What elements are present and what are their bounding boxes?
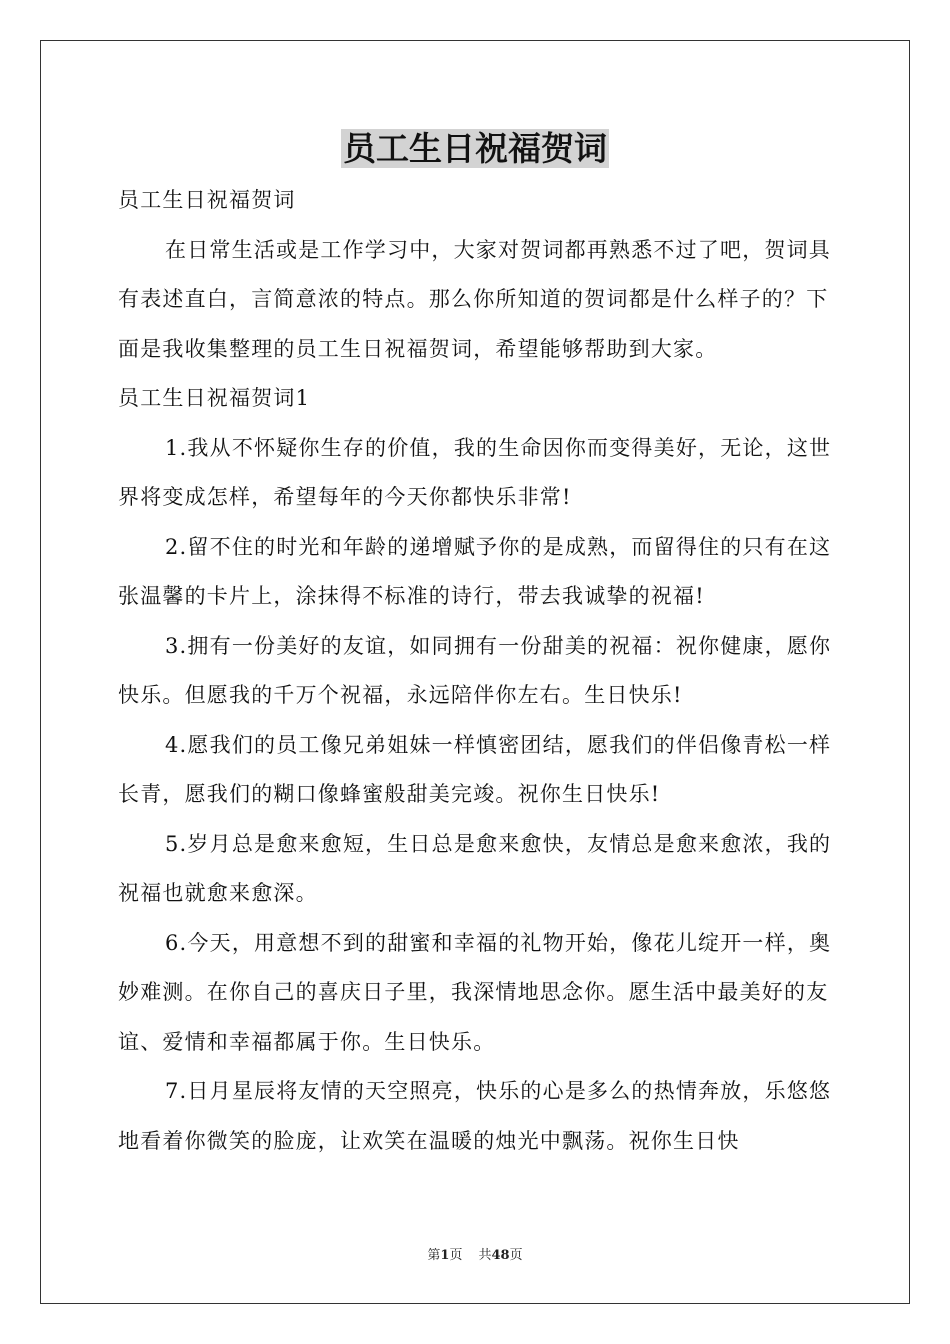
greeting-item: 5.岁月总是愈来愈短，生日总是愈来愈快，友情总是愈来愈浓，我的祝福也就愈来愈深。 [118, 831, 832, 905]
greeting-item: 1.我从不怀疑你生存的价值，我的生命因你而变得美好，无论，这世界将变成怎样，希望每年的今天你都快乐非常! [118, 435, 832, 509]
greeting-item: 6.今天，用意想不到的甜蜜和幸福的礼物开始，像花儿绽开一样，奥妙难测。在你自己的喜庆日子里，我深情地思念你。愿生活中最美好的友谊、爱情和幸福都属于你。生日快乐。 [118, 930, 832, 1054]
page-footer [0, 1247, 950, 1265]
total-suffix: 页 [509, 1248, 523, 1263]
greeting-item: 2.留不住的时光和年龄的递增赋予你的是成熟，而留得住的只有在这张温馨的卡片上，涂抹得不标准的诗行，带去我诚挚的祝福! [118, 534, 832, 608]
greeting-item: 7.日月星辰将友情的天空照亮，快乐的心是多么的热情奔放，乐悠悠地看着你微笑的脸庞，让欢笑在温暖的烛光中飘荡。祝你生日快 [118, 1079, 832, 1153]
document-subtitle: 员工生日祝福贺词 [118, 188, 296, 212]
document-title: 员工生日祝福贺词 [343, 129, 607, 168]
intro-paragraph: 在日常生活或是工作学习中，大家对贺词都再熟悉不过了吧，贺词具有表述直白，言简意浓的特点。那么你所知道的贺词都是什么样子的？下面是我收集整理的员工生日祝福贺词，希望能够帮助到大家。 [118, 237, 831, 361]
section-title: 员工生日祝福贺词1 [118, 386, 311, 410]
document-title-container [0, 126, 950, 172]
greeting-item: 3.拥有一份美好的友谊，如同拥有一份甜美的祝福：祝你健康，愿你快乐。但愿我的千万个祝福，永远陪伴你左右。生日快乐! [118, 633, 832, 707]
total-prefix: 共 [478, 1248, 492, 1263]
page-prefix: 第 [427, 1248, 441, 1263]
page-current: 1 [440, 1248, 450, 1263]
page-suffix: 页 [449, 1248, 463, 1263]
greeting-item: 4.愿我们的员工像兄弟姐妹一样慎密团结，愿我们的伴侣像青松一样长青，愿我们的糊口像蜂蜜般甜美完竣。祝你生日快乐! [118, 732, 832, 806]
page-total: 48 [491, 1248, 510, 1263]
document-body [118, 176, 834, 1166]
